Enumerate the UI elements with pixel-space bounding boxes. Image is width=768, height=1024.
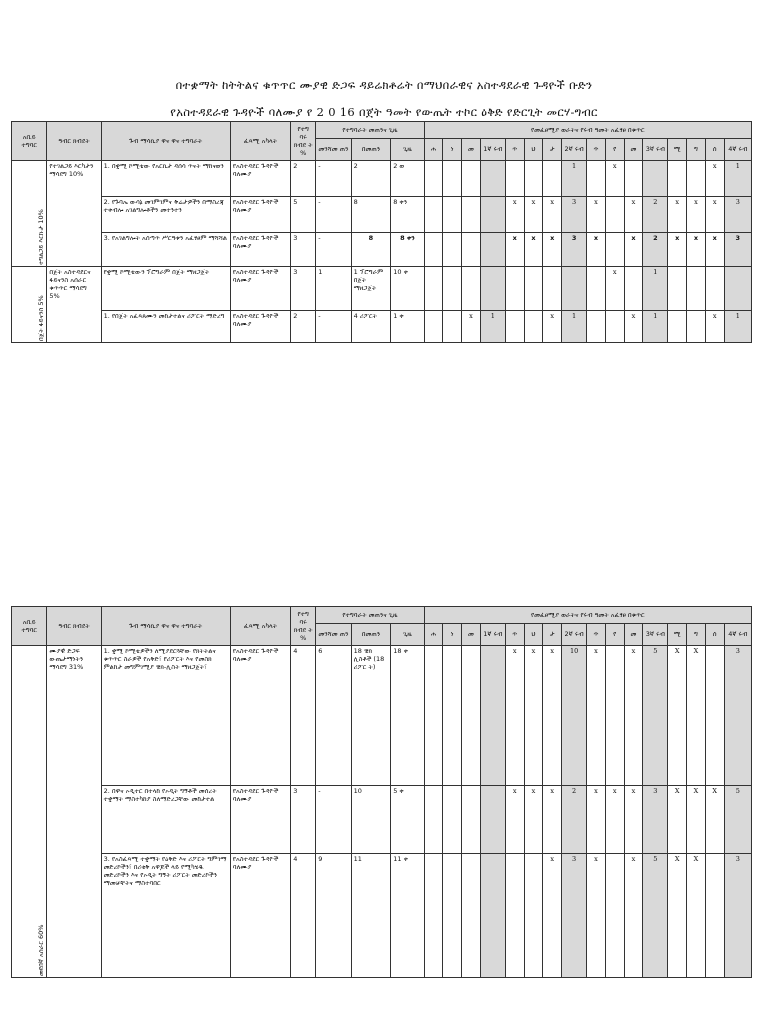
- schedule-cell-2: [462, 197, 481, 233]
- activity-cell: [101, 161, 230, 197]
- amount-cell: 18 ቼክ ሊስቶች (18 ሪፖር ት): [351, 646, 391, 786]
- main-goal-cell: ተግልጋይ እርኩታ 10%: [12, 161, 47, 267]
- schedule-cell-11: 5: [643, 646, 668, 786]
- amount-cell: 10: [351, 786, 391, 854]
- schedule-cell-14: x: [705, 197, 724, 233]
- header-month-9: የ: [605, 624, 624, 646]
- schedule-cell-2: [462, 786, 481, 854]
- schedule-cell-2: [462, 267, 481, 311]
- activity-cell: [101, 786, 230, 854]
- header-month-6: ታ: [543, 624, 562, 646]
- header-responsible: ፈጻሚ አካላት: [230, 122, 290, 161]
- schedule-cell-5: x: [524, 233, 543, 267]
- activity-cell: [101, 233, 230, 267]
- schedule-cell-12: x: [668, 233, 687, 267]
- schedule-cell-5: [524, 854, 543, 978]
- schedule-cell-11: 3: [643, 786, 668, 854]
- schedule-cell-4: x: [505, 233, 524, 267]
- schedule-cell-15: 1: [724, 161, 751, 197]
- schedule-cell-8: [587, 311, 606, 343]
- schedule-cell-15: [724, 267, 751, 311]
- responsible-cell: የአስተዳደር ጉዳዮች ባለሙያ: [230, 854, 290, 978]
- schedule-cell-11: [643, 161, 668, 197]
- schedule-cell-9: x: [605, 161, 624, 197]
- schedule-cell-3: 1: [480, 311, 505, 343]
- unit-cell: 1: [316, 267, 351, 311]
- schedule-cell-11: 5: [643, 854, 668, 978]
- unit-cell: -: [316, 197, 351, 233]
- schedule-cell-2: [462, 161, 481, 197]
- schedule-cell-1: [443, 161, 462, 197]
- schedule-cell-10: [624, 267, 643, 311]
- activity-number: 3.: [103, 855, 110, 863]
- header-weight: የተግ ባሩ ክብደ ት %: [291, 607, 316, 646]
- header-activity: ጉብ ማሳኪያ ዋና ዋና ተግባራት: [101, 122, 230, 161]
- schedule-cell-9: [605, 311, 624, 343]
- schedule-cell-3: [480, 233, 505, 267]
- schedule-cell-0: [424, 233, 443, 267]
- schedule-cell-10: x: [624, 646, 643, 786]
- header-month-12: ሚ: [668, 624, 687, 646]
- schedule-cell-14: [705, 854, 724, 978]
- activity-number: 1.: [103, 312, 110, 320]
- header-month-0: ሐ: [424, 139, 443, 161]
- header-month-14: ሰ: [705, 624, 724, 646]
- header-weight: የተግ ባሩ ክብደ ት %: [291, 122, 316, 161]
- schedule-cell-3: [480, 646, 505, 786]
- schedule-cell-10: [624, 161, 643, 197]
- header-month-15: 4ኛ ሩብ: [724, 624, 751, 646]
- header-month-2: መ: [462, 624, 481, 646]
- time-cell: 11 ቀ: [391, 854, 424, 978]
- schedule-cell-6: x: [543, 786, 562, 854]
- schedule-cell-3: [480, 854, 505, 978]
- schedule-cell-1: [443, 267, 462, 311]
- schedule-cell-7: 3: [562, 197, 587, 233]
- schedule-cell-13: X: [687, 786, 706, 854]
- schedule-cell-4: x: [505, 786, 524, 854]
- time-cell: 1 ቀ: [391, 311, 424, 343]
- header-month-10: መ: [624, 624, 643, 646]
- schedule-cell-7: 10: [562, 646, 587, 786]
- schedule-cell-13: X: [687, 854, 706, 978]
- schedule-cell-13: x: [687, 197, 706, 233]
- table-row: [12, 786, 752, 854]
- time-cell: 5 ቀ: [391, 786, 424, 854]
- schedule-cell-6: x: [543, 311, 562, 343]
- schedule-cell-9: [605, 854, 624, 978]
- unit-cell: -: [316, 311, 351, 343]
- action-plan-table-2: [11, 606, 752, 978]
- schedule-cell-9: [605, 233, 624, 267]
- schedule-cell-10: x: [624, 311, 643, 343]
- header-month-14: ሰ: [705, 139, 724, 161]
- schedule-cell-3: [480, 786, 505, 854]
- schedule-cell-0: [424, 854, 443, 978]
- schedule-cell-11: 1: [643, 311, 668, 343]
- header-qty-time: የተግባራት መጠንና ጊዜ: [316, 607, 424, 624]
- schedule-cell-13: x: [687, 233, 706, 267]
- weight-cell: 2: [291, 161, 316, 197]
- page-subtitle: የአስተዳደራዊ ጉዳዮች ባለሙያ የ 2 0 16 በጀት ዓመት የውጤት ተኮር ዕቅድ የድርጊት መርሃ-ግብር: [170, 105, 598, 119]
- schedule-cell-10: x: [624, 786, 643, 854]
- activity-text: የአስፈጻሚ ተቋማት የዕቅድ እና ሪፖርት ግምገማ መድረኮችን፣ በሪቂቅ አዋጆች ላይ የሚካሄዱ መድረኮችን እና የኦዲት ግኝት ሪፖርት መድረኮችን ማመቻቸትና ማስተባበር: [103, 855, 227, 888]
- weight-cell: 3: [291, 786, 316, 854]
- header-time: ጊዜ: [391, 624, 424, 646]
- header-amount: በመጠን: [351, 139, 391, 161]
- schedule-cell-7: [562, 267, 587, 311]
- schedule-cell-0: [424, 646, 443, 786]
- header-month-3: 1ኛ ሩብ: [480, 139, 505, 161]
- schedule-cell-0: [424, 197, 443, 233]
- schedule-cell-8: x: [587, 233, 606, 267]
- table-row: [12, 646, 752, 786]
- schedule-cell-6: x: [543, 197, 562, 233]
- header-month-1: ነ: [443, 139, 462, 161]
- schedule-cell-8: x: [587, 854, 606, 978]
- responsible-cell: የአስተዳደር ጉዳዮች ባለሙያ: [230, 786, 290, 854]
- schedule-cell-7: 3: [562, 233, 587, 267]
- schedule-cell-0: [424, 161, 443, 197]
- schedule-cell-9: x: [605, 267, 624, 311]
- schedule-cell-15: 1: [724, 311, 751, 343]
- schedule-cell-2: [462, 854, 481, 978]
- schedule-cell-7: 3: [562, 854, 587, 978]
- schedule-cell-1: [443, 854, 462, 978]
- header-main-goal: አቢይ ተግባር: [12, 122, 47, 161]
- header-time: ጊዜ: [391, 139, 424, 161]
- unit-cell: -: [316, 786, 351, 854]
- header-amount: በመጠን: [351, 624, 391, 646]
- schedule-cell-7: 1: [562, 161, 587, 197]
- table-row: [12, 233, 752, 267]
- header-responsible: ፈጻሚ አካላት: [230, 607, 290, 646]
- header-month-13: ግ: [687, 139, 706, 161]
- activity-text: የአገልግሎት አሰጣጥ ሥርዓቱን አፈፃፀም ማሻሻል: [111, 234, 228, 242]
- activity-number: 3.: [103, 234, 110, 242]
- schedule-cell-14: x: [705, 311, 724, 343]
- schedule-cell-1: [443, 197, 462, 233]
- activity-text: በዋና ኦዲተር በተላከ የኦዲት ግኝቶች መሰረት ተቋማት ማስተካከያ ስለማድረጋቸው መከታተል: [103, 787, 217, 804]
- schedule-cell-6: x: [543, 854, 562, 978]
- schedule-cell-7: 1: [562, 311, 587, 343]
- schedule-cell-7: 2: [562, 786, 587, 854]
- schedule-cell-0: [424, 311, 443, 343]
- header-month-5: ህ: [524, 624, 543, 646]
- responsible-cell: የአስተዳደር ጉዳዮች ባለሙያ: [230, 646, 290, 786]
- schedule-cell-13: [687, 311, 706, 343]
- amount-cell: 11: [351, 854, 391, 978]
- schedule-cell-15: 3: [724, 197, 751, 233]
- activity-cell: [101, 646, 230, 786]
- header-month-11: 3ኛ ሩብ: [643, 139, 668, 161]
- schedule-cell-13: X: [687, 646, 706, 786]
- header-month-4: ጥ: [505, 139, 524, 161]
- header-unit: መንሻመ ጠን: [316, 139, 351, 161]
- schedule-cell-12: [668, 267, 687, 311]
- time-cell: 10 ቀ: [391, 267, 424, 311]
- weight-cell: 3: [291, 267, 316, 311]
- activity-number: 2.: [103, 198, 110, 206]
- schedule-cell-8: [587, 161, 606, 197]
- schedule-cell-5: [524, 311, 543, 343]
- schedule-cell-10: x: [624, 197, 643, 233]
- schedule-cell-14: [705, 646, 724, 786]
- schedule-cell-2: x: [462, 311, 481, 343]
- activity-cell: [101, 267, 230, 311]
- responsible-cell: የአስተዳደር ጉዳዮች ባለሙያ: [230, 161, 290, 197]
- schedule-cell-12: x: [668, 197, 687, 233]
- header-month-5: ህ: [524, 139, 543, 161]
- main-goal-cell: መደበኛ አሰራር 60%: [12, 646, 47, 978]
- unit-cell: -: [316, 233, 351, 267]
- main-goal-cell: በጀት ፋይናንስ 5%: [12, 267, 47, 343]
- schedule-cell-12: X: [668, 646, 687, 786]
- schedule-cell-4: x: [505, 646, 524, 786]
- schedule-cell-15: 3: [724, 233, 751, 267]
- header-unit: መንሻመ ጠን: [316, 624, 351, 646]
- activity-text: የቋሚ ኮሚቴውን ፕሮግራም በጀት ማዘጋጀት: [103, 268, 210, 276]
- schedule-cell-13: [687, 161, 706, 197]
- amount-cell: 4 ሪፖርት: [351, 311, 391, 343]
- weight-cell: 2: [291, 311, 316, 343]
- header-month-15: 4ኛ ሩብ: [724, 139, 751, 161]
- objective-cell: ሙያዊ ድጋፍ ውጤታማነትን ማሳደግ 31%: [47, 646, 101, 978]
- unit-cell: 9: [316, 854, 351, 978]
- schedule-cell-0: [424, 267, 443, 311]
- responsible-cell: የአስተዳደር ጉዳዮች ባለሙያ: [230, 233, 290, 267]
- objective-cell: በጀት አስተዳደርና ፋይናንስ አሰራር ቁጥጥር ማሳደግ 5%: [47, 267, 101, 343]
- header-month-4: ጥ: [505, 624, 524, 646]
- header-objective: ዓብር ክብደት: [47, 607, 101, 646]
- schedule-cell-1: [443, 311, 462, 343]
- header-month-9: የ: [605, 139, 624, 161]
- table-row: [12, 311, 752, 343]
- activity-number: 1.: [103, 162, 110, 170]
- schedule-cell-13: [687, 267, 706, 311]
- schedule-cell-9: [605, 197, 624, 233]
- schedule-cell-14: x: [705, 233, 724, 267]
- schedule-cell-10: x: [624, 233, 643, 267]
- schedule-cell-4: x: [505, 197, 524, 233]
- header-month-3: 1ኛ ሩብ: [480, 624, 505, 646]
- header-month-12: ሚ: [668, 139, 687, 161]
- schedule-cell-6: x: [543, 233, 562, 267]
- activity-text: ቋሚ ኮሚቴዎችን ለሚያደርጓቸው የክትትልና ቁጥጥር ስራዎች የአቅድ፣ የሪፖርት እና የመስክ ምልከታ መግምገሚያ ቼክ-ሊስት ማዘጋጀት፣: [103, 647, 216, 672]
- header-objective: ዓብር ክብደት: [47, 122, 101, 161]
- schedule-cell-5: [524, 267, 543, 311]
- weight-cell: 3: [291, 233, 316, 267]
- schedule-cell-6: [543, 161, 562, 197]
- activity-text: የበጀት አፈጻጸሙን መከታተልና ሪፖርት ማድረግ: [111, 312, 225, 320]
- schedule-cell-5: [524, 161, 543, 197]
- schedule-cell-15: 3: [724, 854, 751, 978]
- schedule-cell-12: X: [668, 854, 687, 978]
- schedule-cell-6: x: [543, 646, 562, 786]
- schedule-cell-14: X: [705, 786, 724, 854]
- activity-text: የጉባኤ ውሳኔ መገምገምና ቅሬታዎችን በማስረጃ ተቀብሎ አገልግሎቶችን መተንተን: [103, 198, 224, 215]
- schedule-cell-4: [505, 854, 524, 978]
- table-row: [12, 161, 752, 197]
- weight-cell: 4: [291, 646, 316, 786]
- header-month-0: ሐ: [424, 624, 443, 646]
- table-row: [12, 267, 752, 311]
- schedule-cell-15: 3: [724, 646, 751, 786]
- schedule-cell-14: [705, 267, 724, 311]
- schedule-cell-8: x: [587, 197, 606, 233]
- unit-cell: 6: [316, 646, 351, 786]
- schedule-cell-3: [480, 161, 505, 197]
- table-row: [12, 854, 752, 978]
- schedule-cell-11: 2: [643, 233, 668, 267]
- amount-cell: 8: [351, 197, 391, 233]
- schedule-cell-12: [668, 161, 687, 197]
- header-main-goal: አቢይ ተግባር: [12, 607, 47, 646]
- schedule-cell-0: [424, 786, 443, 854]
- weight-cell: 5: [291, 197, 316, 233]
- page-title: በተቋማት ከትትልና ቁጥጥር ሙያዊ ድጋፍ ዳይሬክቶሬት በማህበራዊና አስተዳደራዊ ጉዳዮች ቡድን: [175, 78, 593, 92]
- schedule-cell-5: x: [524, 786, 543, 854]
- header-month-2: መ: [462, 139, 481, 161]
- time-cell: 18 ቀ: [391, 646, 424, 786]
- unit-cell: -: [316, 161, 351, 197]
- header-qty-time: የተግባራት መጠንና ጊዜ: [316, 122, 424, 139]
- schedule-cell-4: [505, 161, 524, 197]
- schedule-cell-1: [443, 233, 462, 267]
- amount-cell: 8: [351, 233, 391, 267]
- objective-cell: የተገልጋይ እርካታን ማሳደግ 10%: [47, 161, 101, 267]
- schedule-cell-8: [587, 267, 606, 311]
- header-schedule: የመፈፀሚያ ወራትና የሩብ ዓመት አፈፃፀ በቁጥር: [424, 607, 751, 624]
- activity-cell: [101, 197, 230, 233]
- header-activity: ጉብ ማሳኪያ ዋና ዋና ተግባራት: [101, 607, 230, 646]
- header-month-8: ጥ: [587, 624, 606, 646]
- activity-text: በቋሚ ኮሚቴው የአርኪታ ዳሰሳ ጥናት ማከናወን: [111, 162, 224, 170]
- responsible-cell: የአስተዳደር ጉዳዮች ባለሙያ: [230, 197, 290, 233]
- schedule-cell-15: 5: [724, 786, 751, 854]
- schedule-cell-12: [668, 311, 687, 343]
- schedule-cell-3: [480, 197, 505, 233]
- schedule-cell-9: x: [605, 786, 624, 854]
- amount-cell: 2: [351, 161, 391, 197]
- header-month-7: 2ኛ ሩብ: [562, 624, 587, 646]
- schedule-cell-3: [480, 267, 505, 311]
- header-schedule: የመፈፀሚያ ወራትና የሩብ ዓመት አፈፃፀ በቁጥር: [424, 122, 751, 139]
- header-month-8: ጥ: [587, 139, 606, 161]
- schedule-cell-2: [462, 233, 481, 267]
- header-month-6: ታ: [543, 139, 562, 161]
- header-month-11: 3ኛ ሩብ: [643, 624, 668, 646]
- schedule-cell-6: [543, 267, 562, 311]
- schedule-cell-12: X: [668, 786, 687, 854]
- schedule-cell-4: [505, 311, 524, 343]
- schedule-cell-11: 1: [643, 267, 668, 311]
- schedule-cell-1: [443, 786, 462, 854]
- schedule-cell-4: [505, 267, 524, 311]
- header-month-10: መ: [624, 139, 643, 161]
- time-cell: 8 ቀን: [391, 197, 424, 233]
- schedule-cell-14: x: [705, 161, 724, 197]
- schedule-cell-5: x: [524, 646, 543, 786]
- action-plan-table-1: [11, 121, 752, 343]
- schedule-cell-11: 2: [643, 197, 668, 233]
- table-row: [12, 197, 752, 233]
- activity-cell: [101, 311, 230, 343]
- weight-cell: 4: [291, 854, 316, 978]
- schedule-cell-5: x: [524, 197, 543, 233]
- header-month-1: ነ: [443, 624, 462, 646]
- responsible-cell: የአስተዳደር ጉዳዮች ባለሙያ: [230, 267, 290, 311]
- activity-cell: [101, 854, 230, 978]
- schedule-cell-2: [462, 646, 481, 786]
- header-month-7: 2ኛ ሩብ: [562, 139, 587, 161]
- activity-number: 1.: [103, 647, 110, 655]
- responsible-cell: የአስተዳደር ጉዳዮች ባለሙያ: [230, 311, 290, 343]
- schedule-cell-8: x: [587, 786, 606, 854]
- time-cell: 2 ወ: [391, 161, 424, 197]
- schedule-cell-8: x: [587, 646, 606, 786]
- schedule-cell-10: x: [624, 854, 643, 978]
- amount-cell: 1 ፕሮግራም በጀት ማዘጋጀት: [351, 267, 391, 311]
- time-cell: 8 ቀን: [391, 233, 424, 267]
- activity-number: 2.: [103, 787, 110, 795]
- header-month-13: ግ: [687, 624, 706, 646]
- schedule-cell-1: [443, 646, 462, 786]
- schedule-cell-9: [605, 646, 624, 786]
